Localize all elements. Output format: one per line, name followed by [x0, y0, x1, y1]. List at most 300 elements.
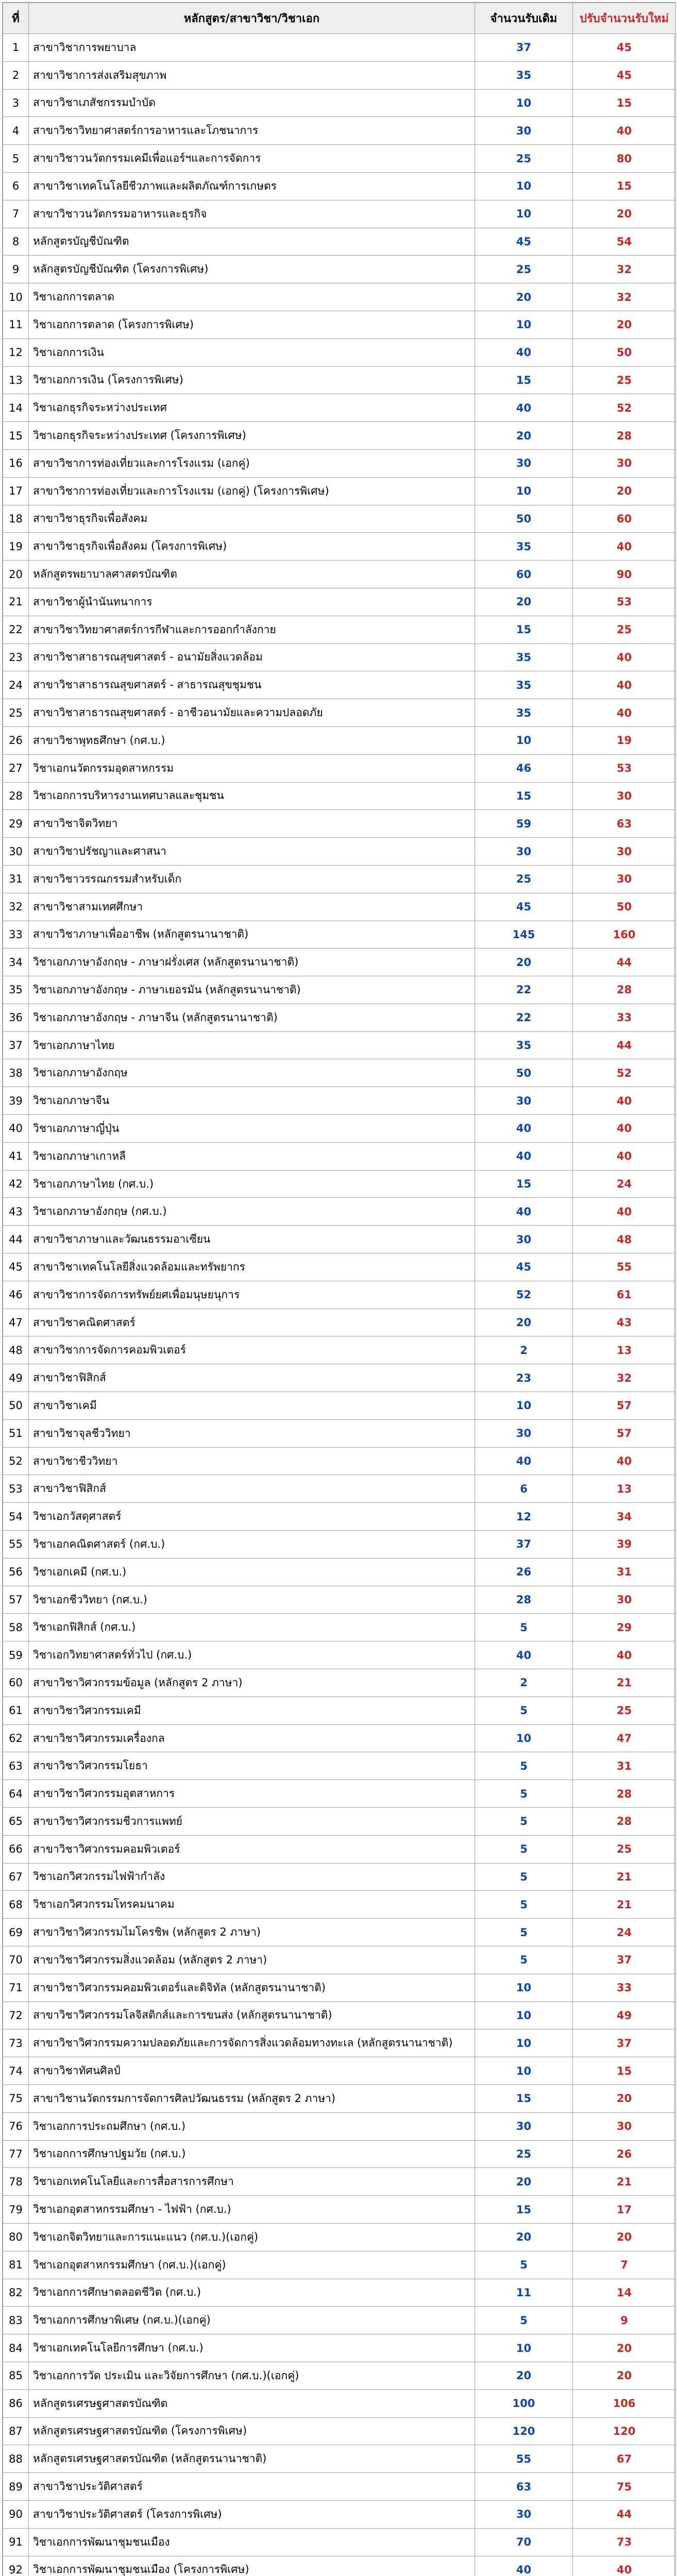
- program-name: วิชาเอกการตลาด: [29, 283, 475, 311]
- header-adjusted-quota: ปรับจำนวนรับใหม่: [573, 3, 676, 34]
- adjusted-quota: 45: [573, 61, 676, 89]
- program-name: สาขาวิชาวิศวกรรมโยธา: [29, 1752, 475, 1780]
- row-number: 57: [3, 1586, 29, 1614]
- original-quota: 20: [475, 283, 573, 311]
- table-row: [3, 588, 676, 616]
- original-quota: 5: [475, 1614, 573, 1641]
- program-name: หลักสูตรบัญชีบัณฑิต (โครงการพิเศษ): [29, 256, 475, 283]
- row-number: 63: [3, 1752, 29, 1780]
- row-number: 7: [3, 200, 29, 228]
- program-name: วิชาเอกการวัด ประเมิน และวิจัยการศึกษา (กศ.บ.)(เอกคู่): [29, 2362, 475, 2389]
- adjusted-quota: 45: [573, 34, 676, 62]
- adjusted-quota: 25: [573, 1697, 676, 1724]
- adjusted-quota: 80: [573, 145, 676, 173]
- table-row: [3, 1419, 676, 1447]
- table-row: [3, 810, 676, 838]
- program-name: วิชาเอกการเงิน (โครงการพิเศษ): [29, 366, 475, 394]
- program-name: สาขาวิชาจุลชีววิทยา: [29, 1419, 475, 1447]
- adjusted-quota: 21: [573, 1669, 676, 1697]
- original-quota: 25: [475, 145, 573, 173]
- row-number: 60: [3, 1669, 29, 1697]
- table-row: [3, 1253, 676, 1281]
- row-number: 35: [3, 976, 29, 1004]
- original-quota: 20: [475, 422, 573, 450]
- table-row: [3, 533, 676, 561]
- row-number: 66: [3, 1835, 29, 1863]
- program-name: สาขาวิชาวิศวกรรมอุตสาหการ: [29, 1780, 475, 1808]
- admission-quota-table: [3, 3, 676, 2576]
- adjusted-quota: 30: [573, 1586, 676, 1614]
- program-name: สาขาวิชาธุรกิจเพื่อสังคม: [29, 505, 475, 533]
- row-number: 86: [3, 2389, 29, 2417]
- row-number: 16: [3, 449, 29, 477]
- original-quota: 5: [475, 1946, 573, 1974]
- program-name: สาขาวิชาวิศวกรรมคอมพิวเตอร์: [29, 1835, 475, 1863]
- table-row: [3, 1281, 676, 1309]
- adjusted-quota: 33: [573, 1004, 676, 1031]
- adjusted-quota: 32: [573, 256, 676, 283]
- table-row: [3, 561, 676, 588]
- program-name: สาขาวิชาประวัติศาสตร์: [29, 2473, 475, 2501]
- adjusted-quota: 15: [573, 89, 676, 117]
- adjusted-quota: 44: [573, 2500, 676, 2528]
- table-row: [3, 1309, 676, 1336]
- program-name: วิชาเอกภาษาจีน: [29, 1087, 475, 1115]
- row-number: 42: [3, 1170, 29, 1198]
- program-name: วิชาเอกการศึกษาพิเศษ (กศ.บ.)(เอกคู่): [29, 2307, 475, 2334]
- row-number: 58: [3, 1614, 29, 1641]
- adjusted-quota: 30: [573, 2112, 676, 2140]
- program-name: สาขาวิชาวนวัตกรรมเคมีเพื่อแอร์ฯและการจัดการ: [29, 145, 475, 173]
- table-row: [3, 754, 676, 782]
- original-quota: 6: [475, 1475, 573, 1503]
- adjusted-quota: 49: [573, 2002, 676, 2029]
- original-quota: 10: [475, 2002, 573, 2029]
- original-quota: 40: [475, 1115, 573, 1143]
- row-number: 13: [3, 366, 29, 394]
- original-quota: 10: [475, 1724, 573, 1752]
- table-row: [3, 338, 676, 366]
- program-name: หลักสูตรบัญชีบัณฑิต: [29, 228, 475, 256]
- row-number: 40: [3, 1115, 29, 1143]
- program-name: สาขาวิชาวิศวกรรมเคมี: [29, 1697, 475, 1724]
- row-number: 49: [3, 1364, 29, 1392]
- table-row: [3, 366, 676, 394]
- row-number: 44: [3, 1226, 29, 1253]
- original-quota: 70: [475, 2528, 573, 2556]
- program-name: วิชาเอกการตลาด (โครงการพิเศษ): [29, 311, 475, 338]
- program-name: หลักสูตรเศรษฐศาสตรบัณฑิต: [29, 2389, 475, 2417]
- row-number: 85: [3, 2362, 29, 2389]
- table-row: [3, 976, 676, 1004]
- original-quota: 30: [475, 449, 573, 477]
- program-name: วิชาเอกอุตสาหกรรมศึกษา - ไฟฟ้า (กศ.บ.): [29, 2196, 475, 2224]
- program-name: สาขาวิชาสามเทศศึกษา: [29, 893, 475, 921]
- table-row: [3, 1447, 676, 1475]
- row-number: 15: [3, 422, 29, 450]
- table-row: [3, 2168, 676, 2196]
- adjusted-quota: 40: [573, 1198, 676, 1226]
- adjusted-quota: 43: [573, 1309, 676, 1336]
- original-quota: 10: [475, 2029, 573, 2057]
- adjusted-quota: 40: [573, 671, 676, 699]
- program-name: สาขาวิชาพุทธศึกษา (กศ.บ.): [29, 726, 475, 754]
- program-name: วิชาเอกคณิตศาสตร์ (กศ.บ.): [29, 1531, 475, 1558]
- row-number: 3: [3, 89, 29, 117]
- original-quota: 28: [475, 1586, 573, 1614]
- table-row: [3, 921, 676, 948]
- table-row: [3, 2528, 676, 2556]
- adjusted-quota: 37: [573, 1946, 676, 1974]
- program-name: สาขาวิชาสาธารณสุขศาสตร์ - สาธารณสุขชุมชน: [29, 671, 475, 699]
- table-row: [3, 1558, 676, 1586]
- original-quota: 30: [475, 1087, 573, 1115]
- program-name: สาขาวิชาภาษาและวัฒนธรรมอาเซียน: [29, 1226, 475, 1253]
- original-quota: 59: [475, 810, 573, 838]
- adjusted-quota: 57: [573, 1419, 676, 1447]
- program-name: สาขาวิชาจิตวิทยา: [29, 810, 475, 838]
- table-row: [3, 394, 676, 422]
- original-quota: 11: [475, 2279, 573, 2307]
- program-name: วิชาเอกการศึกษาปฐมวัย (กศ.บ.): [29, 2140, 475, 2168]
- adjusted-quota: 50: [573, 338, 676, 366]
- row-number: 62: [3, 1724, 29, 1752]
- adjusted-quota: 19: [573, 726, 676, 754]
- row-number: 77: [3, 2140, 29, 2168]
- header-row: [3, 3, 676, 34]
- row-number: 53: [3, 1475, 29, 1503]
- original-quota: 30: [475, 2500, 573, 2528]
- program-name: สาขาวิชาชีววิทยา: [29, 1447, 475, 1475]
- table-row: [3, 1614, 676, 1641]
- table-body: [3, 34, 676, 2576]
- original-quota: 10: [475, 200, 573, 228]
- program-name: วิชาเอกการพัฒนาชุมชนเมือง (โครงการพิเศษ): [29, 2556, 475, 2576]
- original-quota: 35: [475, 1031, 573, 1059]
- adjusted-quota: 40: [573, 1447, 676, 1475]
- adjusted-quota: 54: [573, 228, 676, 256]
- program-name: สาขาวิชาการท่องเที่ยวและการโรงแรม (เอกคู่) (โครงการพิเศษ): [29, 477, 475, 505]
- row-number: 33: [3, 921, 29, 948]
- original-quota: 12: [475, 1503, 573, 1531]
- program-name: วิชาเอกวิทยาศาสตร์ทั่วไป (กศ.บ.): [29, 1641, 475, 1669]
- row-number: 26: [3, 726, 29, 754]
- original-quota: 35: [475, 533, 573, 561]
- table-row: [3, 200, 676, 228]
- original-quota: 10: [475, 726, 573, 754]
- table-row: [3, 2279, 676, 2307]
- table-row: [3, 1142, 676, 1170]
- program-name: วิชาเอกอุตสาหกรรมศึกษา (กศ.บ.)(เอกคู่): [29, 2251, 475, 2279]
- row-number: 19: [3, 533, 29, 561]
- adjusted-quota: 25: [573, 1835, 676, 1863]
- row-number: 6: [3, 172, 29, 200]
- row-number: 20: [3, 561, 29, 588]
- row-number: 91: [3, 2528, 29, 2556]
- original-quota: 37: [475, 34, 573, 62]
- program-name: วิชาเอกการเงิน: [29, 338, 475, 366]
- table-row: [3, 838, 676, 866]
- row-number: 55: [3, 1531, 29, 1558]
- program-name: สาขาวิชาทัศนศิลป์: [29, 2057, 475, 2085]
- original-quota: 10: [475, 477, 573, 505]
- original-quota: 45: [475, 228, 573, 256]
- program-name: สาขาวิชาสาธารณสุขศาสตร์ - อนามัยสิ่งแวดล้อม: [29, 643, 475, 671]
- program-name: สาขาวิชานวัตกรรมการจัดการศิลปวัฒนธรรม (หลักสูตร 2 ภาษา): [29, 2084, 475, 2112]
- table-row: [3, 2500, 676, 2528]
- table-row: [3, 948, 676, 976]
- row-number: 29: [3, 810, 29, 838]
- row-number: 74: [3, 2057, 29, 2085]
- table-row: [3, 1835, 676, 1863]
- original-quota: 25: [475, 256, 573, 283]
- adjusted-quota: 32: [573, 1364, 676, 1392]
- adjusted-quota: 28: [573, 1780, 676, 1808]
- adjusted-quota: 40: [573, 533, 676, 561]
- adjusted-quota: 25: [573, 616, 676, 643]
- row-number: 1: [3, 34, 29, 62]
- program-name: สาขาวิชาฟิสิกส์: [29, 1364, 475, 1392]
- program-name: วิชาเอกการบริหารงานเทศบาลและชุมชน: [29, 782, 475, 810]
- original-quota: 40: [475, 1142, 573, 1170]
- adjusted-quota: 24: [573, 1919, 676, 1946]
- row-number: 87: [3, 2417, 29, 2445]
- program-name: วิชาเอกภาษาเกาหลี: [29, 1142, 475, 1170]
- table-row: [3, 256, 676, 283]
- original-quota: 37: [475, 1531, 573, 1558]
- original-quota: 10: [475, 2334, 573, 2362]
- adjusted-quota: 44: [573, 948, 676, 976]
- row-number: 38: [3, 1059, 29, 1087]
- program-name: สาขาวิชาสาธารณสุขศาสตร์ - อาชีวอนามัยและความปลอดภัย: [29, 699, 475, 727]
- program-name: วิชาเอกภาษาอังกฤษ: [29, 1059, 475, 1087]
- adjusted-quota: 30: [573, 865, 676, 893]
- row-number: 43: [3, 1198, 29, 1226]
- program-name: สาขาวิชาเทคโนโลยีชีวภาพและผลิตภัณฑ์การเกษตร: [29, 172, 475, 200]
- original-quota: 20: [475, 2168, 573, 2196]
- header-no: ที่: [3, 3, 29, 34]
- program-name: สาขาวิชาการจัดการทรัพย์ยศเพื่อมนุษยนุการ: [29, 1281, 475, 1309]
- row-number: 82: [3, 2279, 29, 2307]
- table-row: [3, 1503, 676, 1531]
- program-name: วิชาเอกภาษาอังกฤษ - ภาษาฝรั่งเศส (หลักสูตรนานาชาติ): [29, 948, 475, 976]
- adjusted-quota: 21: [573, 1891, 676, 1919]
- table-row: [3, 34, 676, 62]
- table-row: [3, 117, 676, 145]
- program-name: สาขาวิชาวิทยาศาสตร์การกีฬาและการออกกำลังกาย: [29, 616, 475, 643]
- original-quota: 20: [475, 2362, 573, 2389]
- row-number: 27: [3, 754, 29, 782]
- row-number: 80: [3, 2223, 29, 2251]
- adjusted-quota: 47: [573, 1724, 676, 1752]
- row-number: 83: [3, 2307, 29, 2334]
- table-row: [3, 2251, 676, 2279]
- table-row: [3, 1669, 676, 1697]
- original-quota: 10: [475, 172, 573, 200]
- table-row: [3, 172, 676, 200]
- adjusted-quota: 26: [573, 2140, 676, 2168]
- table-row: [3, 782, 676, 810]
- original-quota: 15: [475, 782, 573, 810]
- header-program: หลักสูตร/สาขาวิชา/วิชาเอก: [29, 3, 475, 34]
- original-quota: 25: [475, 865, 573, 893]
- table-row: [3, 1697, 676, 1724]
- table-row: [3, 1863, 676, 1891]
- table-row: [3, 1586, 676, 1614]
- row-number: 89: [3, 2473, 29, 2501]
- program-name: วิชาเอกเทคโนโลยีการศึกษา (กศ.บ.): [29, 2334, 475, 2362]
- original-quota: 10: [475, 2057, 573, 2085]
- program-name: สาขาวิชาวิศวกรรมข้อมูล (หลักสูตร 2 ภาษา): [29, 1669, 475, 1697]
- original-quota: 15: [475, 1170, 573, 1198]
- adjusted-quota: 55: [573, 1253, 676, 1281]
- original-quota: 45: [475, 1253, 573, 1281]
- row-number: 61: [3, 1697, 29, 1724]
- program-name: สาขาวิชาประวัติศาสตร์ (โครงการพิเศษ): [29, 2500, 475, 2528]
- program-name: วิชาเอกการศึกษาตลอดชีวิต (กศ.บ.): [29, 2279, 475, 2307]
- program-name: วิชาเอกการพัฒนาชุมชนเมือง: [29, 2528, 475, 2556]
- adjusted-quota: 63: [573, 810, 676, 838]
- table-row: [3, 671, 676, 699]
- original-quota: 35: [475, 699, 573, 727]
- adjusted-quota: 28: [573, 1808, 676, 1836]
- adjusted-quota: 30: [573, 782, 676, 810]
- program-name: วิชาเอกธุรกิจระหว่างประเทศ (โครงการพิเศษ): [29, 422, 475, 450]
- row-number: 24: [3, 671, 29, 699]
- table-row: [3, 2445, 676, 2473]
- row-number: 22: [3, 616, 29, 643]
- original-quota: 5: [475, 1835, 573, 1863]
- program-name: หลักสูตรเศรษฐศาสตรบัณฑิต (หลักสูตรนานาชาติ): [29, 2445, 475, 2473]
- original-quota: 15: [475, 366, 573, 394]
- original-quota: 35: [475, 671, 573, 699]
- table-row: [3, 1392, 676, 1420]
- table-row: [3, 1891, 676, 1919]
- row-number: 46: [3, 1281, 29, 1309]
- adjusted-quota: 9: [573, 2307, 676, 2334]
- adjusted-quota: 33: [573, 1974, 676, 2002]
- adjusted-quota: 29: [573, 1614, 676, 1641]
- adjusted-quota: 90: [573, 561, 676, 588]
- adjusted-quota: 34: [573, 1503, 676, 1531]
- adjusted-quota: 44: [573, 1031, 676, 1059]
- row-number: 8: [3, 228, 29, 256]
- table-row: [3, 61, 676, 89]
- row-number: 32: [3, 893, 29, 921]
- original-quota: 10: [475, 89, 573, 117]
- original-quota: 145: [475, 921, 573, 948]
- table-row: [3, 2196, 676, 2224]
- program-name: วิชาเอกการประถมศึกษา (กศ.บ.): [29, 2112, 475, 2140]
- adjusted-quota: 53: [573, 588, 676, 616]
- adjusted-quota: 40: [573, 117, 676, 145]
- original-quota: 10: [475, 311, 573, 338]
- adjusted-quota: 40: [573, 699, 676, 727]
- program-name: สาขาวิชาการจัดการคอมพิวเตอร์: [29, 1336, 475, 1364]
- adjusted-quota: 60: [573, 505, 676, 533]
- original-quota: 5: [475, 2251, 573, 2279]
- original-quota: 40: [475, 2556, 573, 2576]
- adjusted-quota: 48: [573, 1226, 676, 1253]
- row-number: 23: [3, 643, 29, 671]
- row-number: 67: [3, 1863, 29, 1891]
- original-quota: 5: [475, 1863, 573, 1891]
- program-name: วิชาเอกเคมี (กศ.บ.): [29, 1558, 475, 1586]
- original-quota: 30: [475, 1419, 573, 1447]
- original-quota: 46: [475, 754, 573, 782]
- original-quota: 2: [475, 1336, 573, 1364]
- program-name: สาขาวิชาวิศวกรรมชีวการแพทย์: [29, 1808, 475, 1836]
- table-row: [3, 616, 676, 643]
- table-row: [3, 2112, 676, 2140]
- row-number: 47: [3, 1309, 29, 1336]
- program-name: หลักสูตรพยาบาลศาสตรบัณฑิต: [29, 561, 475, 588]
- adjusted-quota: 15: [573, 2057, 676, 2085]
- row-number: 88: [3, 2445, 29, 2473]
- program-name: วิชาเอกวัสดุศาสตร์: [29, 1503, 475, 1531]
- table-row: [3, 145, 676, 173]
- program-name: สาขาวิชาวิศวกรรมไมโครชิพ (หลักสูตร 2 ภาษา): [29, 1919, 475, 1946]
- row-number: 12: [3, 338, 29, 366]
- row-number: 54: [3, 1503, 29, 1531]
- adjusted-quota: 20: [573, 200, 676, 228]
- original-quota: 20: [475, 2223, 573, 2251]
- adjusted-quota: 40: [573, 643, 676, 671]
- original-quota: 5: [475, 1780, 573, 1808]
- adjusted-quota: 20: [573, 2084, 676, 2112]
- row-number: 11: [3, 311, 29, 338]
- adjusted-quota: 20: [573, 2223, 676, 2251]
- original-quota: 20: [475, 588, 573, 616]
- adjusted-quota: 20: [573, 477, 676, 505]
- table-row: [3, 422, 676, 450]
- row-number: 31: [3, 865, 29, 893]
- adjusted-quota: 61: [573, 1281, 676, 1309]
- original-quota: 50: [475, 1059, 573, 1087]
- adjusted-quota: 28: [573, 976, 676, 1004]
- program-name: สาขาวิชาวิทยาศาสตร์การอาหารและโภชนาการ: [29, 117, 475, 145]
- adjusted-quota: 40: [573, 2556, 676, 2576]
- adjusted-quota: 37: [573, 2029, 676, 2057]
- original-quota: 40: [475, 394, 573, 422]
- row-number: 65: [3, 1808, 29, 1836]
- original-quota: 52: [475, 1281, 573, 1309]
- original-quota: 10: [475, 1392, 573, 1420]
- adjusted-quota: 25: [573, 366, 676, 394]
- header-original-quota: จำนวนรับเดิม: [475, 3, 573, 34]
- row-number: 37: [3, 1031, 29, 1059]
- row-number: 17: [3, 477, 29, 505]
- table-row: [3, 1226, 676, 1253]
- adjusted-quota: 32: [573, 283, 676, 311]
- table-row: [3, 1115, 676, 1143]
- row-number: 69: [3, 1919, 29, 1946]
- row-number: 50: [3, 1392, 29, 1420]
- adjusted-quota: 75: [573, 2473, 676, 2501]
- adjusted-quota: 30: [573, 449, 676, 477]
- original-quota: 100: [475, 2389, 573, 2417]
- table-row: [3, 2389, 676, 2417]
- original-quota: 2: [475, 1669, 573, 1697]
- original-quota: 120: [475, 2417, 573, 2445]
- original-quota: 22: [475, 1004, 573, 1031]
- table-row: [3, 311, 676, 338]
- row-number: 36: [3, 1004, 29, 1031]
- program-name: สาขาวิชาวนวัตกรรมอาหารและธุรกิจ: [29, 200, 475, 228]
- program-name: สาขาวิชาภาษาเพื่ออาชีพ (หลักสูตรนานาชาติ): [29, 921, 475, 948]
- program-name: วิชาเอกภาษาอังกฤษ (กศ.บ.): [29, 1198, 475, 1226]
- row-number: 4: [3, 117, 29, 145]
